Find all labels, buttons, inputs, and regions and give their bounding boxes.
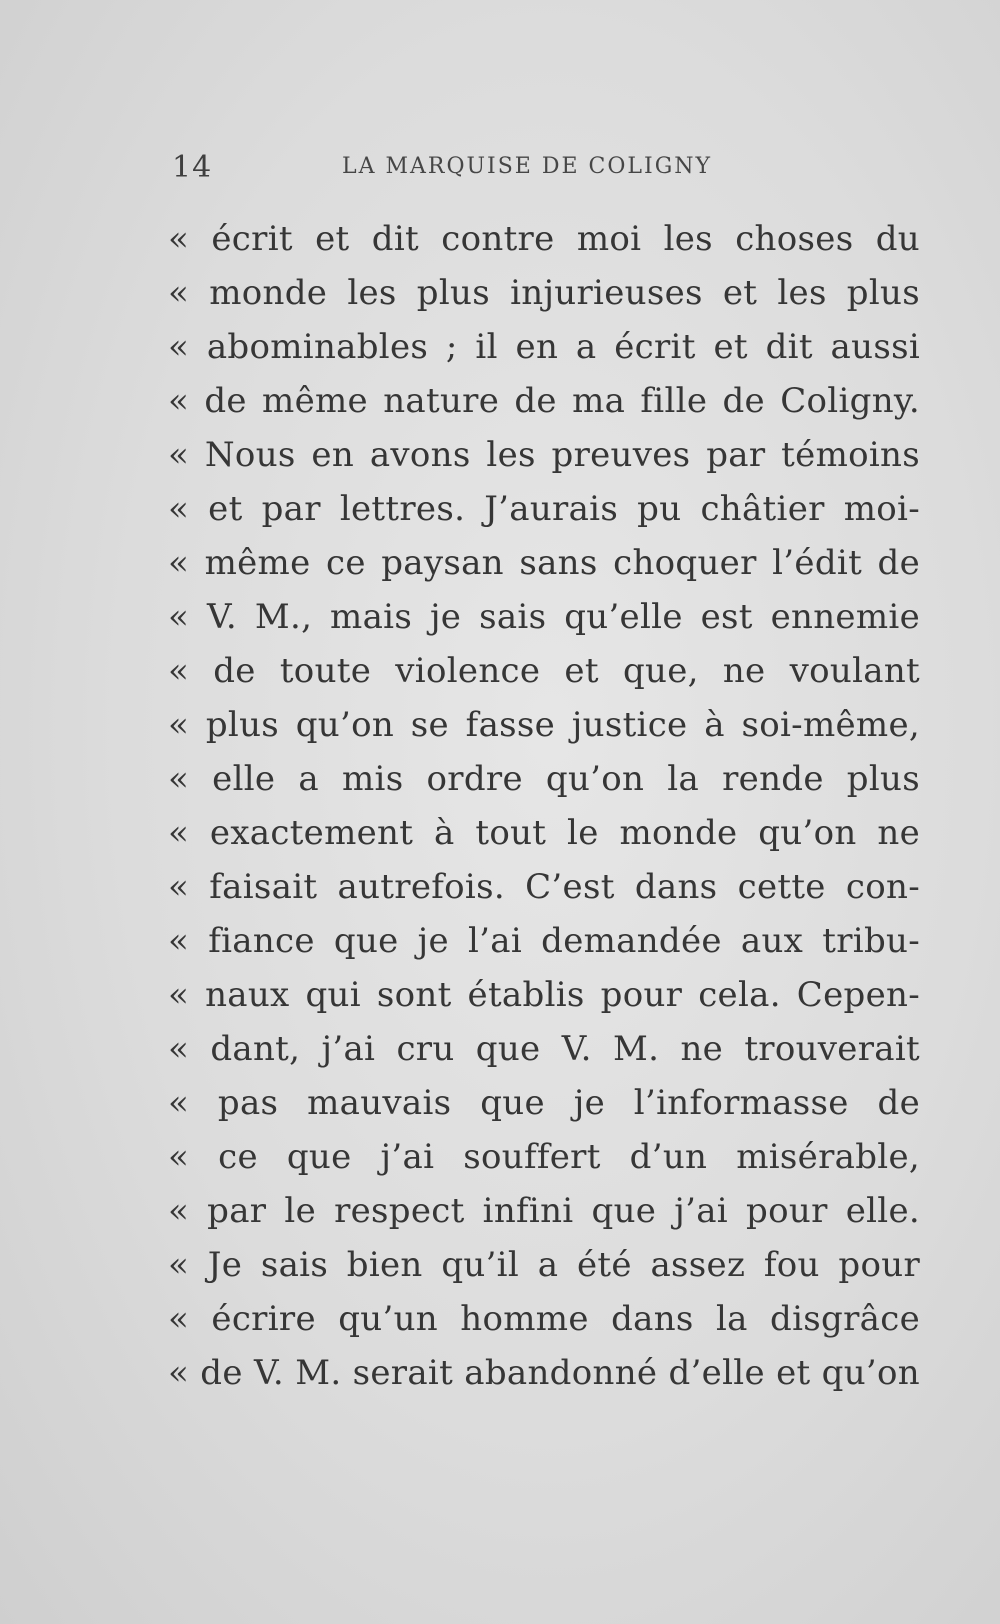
text-line: « pas mauvais que je l’informasse de (168, 1083, 920, 1123)
text-line: « naux qui sont établis pour cela. Cepen- (168, 975, 920, 1015)
text-line: « écrire qu’un homme dans la disgrâce (168, 1299, 920, 1339)
text-line: « Nous en avons les preuves par témoins (168, 435, 920, 475)
text-line: « Je sais bien qu’il a été assez fou pour (168, 1245, 920, 1285)
text-line: « exactement à tout le monde qu’on ne (168, 813, 920, 853)
text-line: « monde les plus injurieuses et les plus (168, 273, 920, 313)
text-line: « même ce paysan sans choquer l’édit de (168, 543, 920, 583)
text-line: « fiance que je l’ai demandée aux tribu- (168, 921, 920, 961)
text-line: « de toute violence et que, ne voulant (168, 651, 920, 691)
text-line: « faisait autrefois. C’est dans cette con- (168, 867, 920, 907)
text-line: « dant, j’ai cru que V. M. ne trouverait (168, 1029, 920, 1069)
text-line: « V. M., mais je sais qu’elle est ennemie (168, 597, 920, 637)
text-line: « plus qu’on se fasse justice à soi-même, (168, 705, 920, 745)
text-line: « de V. M. serait abandonné d’elle et qu’on (168, 1353, 920, 1393)
text-line: « abominables ; il en a écrit et dit aussi (168, 327, 920, 367)
page-number: 14 (172, 150, 213, 185)
text-line: « et par lettres. J’aurais pu châtier moi- (168, 489, 920, 529)
text-line: « elle a mis ordre qu’on la rende plus (168, 759, 920, 799)
text-line: « de même nature de ma fille de Coligny. (168, 381, 920, 421)
text-line: « ce que j’ai souffert d’un misérable, (168, 1137, 920, 1177)
page-header (172, 150, 768, 190)
text-line: « écrit et dit contre moi les choses du (168, 219, 920, 259)
text-line: « par le respect infini que j’ai pour elle. (168, 1191, 920, 1231)
running-title: LA MARQUISE DE COLIGNY (342, 154, 713, 179)
